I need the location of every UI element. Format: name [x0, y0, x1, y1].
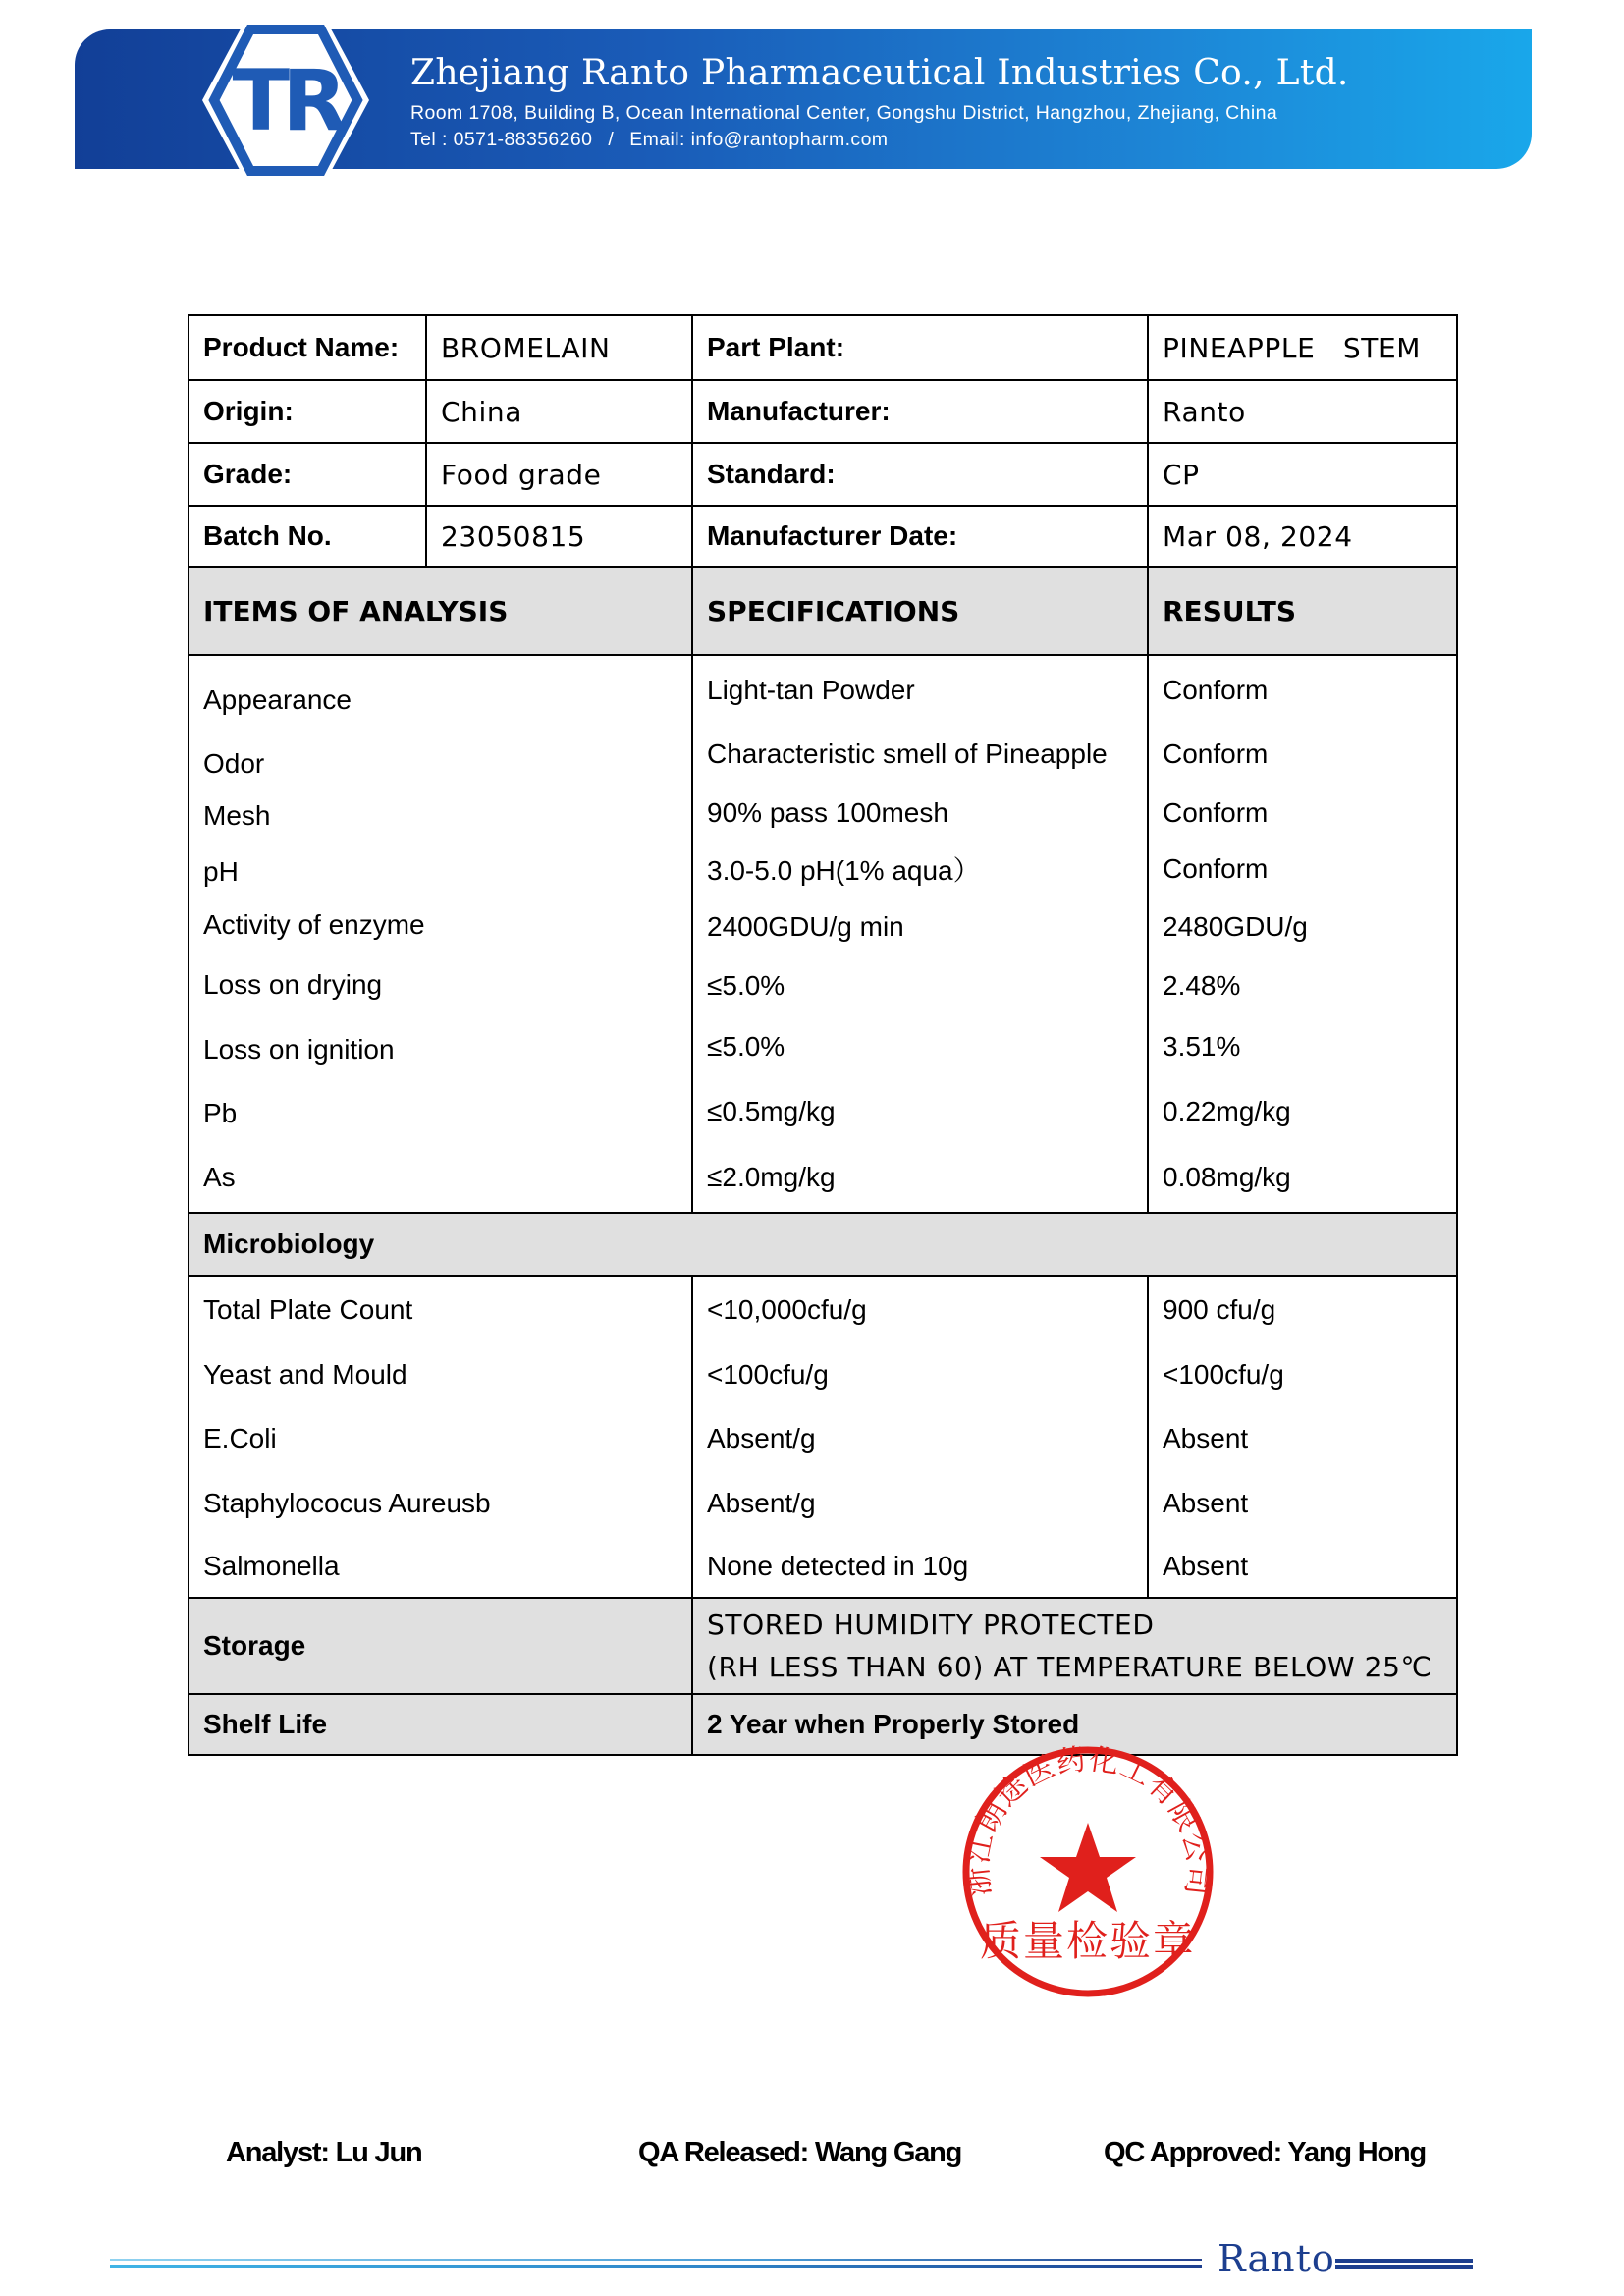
stamp-center-text: 质量检验章 [979, 1917, 1196, 1965]
analysis-result: 0.22mg/kg [1163, 1096, 1291, 1126]
analysis-spec: ≤0.5mg/kg [707, 1096, 836, 1126]
manufacturer-date-value: Mar 08, 2024 [1148, 506, 1457, 567]
part-plant-value: PINEAPPLE STEM [1148, 315, 1457, 380]
analysis-result: Conform [1163, 853, 1269, 884]
analysis-result: Conform [1163, 738, 1269, 769]
micro-item: Total Plate Count [203, 1294, 413, 1325]
grade-label: Grade: [189, 443, 426, 506]
info-row [189, 443, 1457, 506]
shelf-life-row [189, 1694, 1457, 1755]
analysis-result: Conform [1163, 675, 1269, 705]
analysis-result: 2.48% [1163, 970, 1241, 1001]
qa-released-signature: QA Released: Wang Gang [638, 2137, 962, 2168]
company-logo [196, 14, 375, 187]
analysis-items-cell [189, 655, 692, 1213]
info-row [189, 506, 1457, 567]
footer-brand: Ranto [1218, 2237, 1335, 2280]
analysis-spec: 3.0-5.0 pH(1% aqua） [707, 855, 981, 886]
analysis-result: 3.51% [1163, 1031, 1241, 1062]
micro-item: Staphylococus Aureusb [203, 1488, 491, 1518]
qc-approved-signature: QC Approved: Yang Hong [1104, 2137, 1427, 2168]
manufacturer-date-label: Manufacturer Date: [692, 506, 1148, 567]
product-name-value: BROMELAIN [426, 315, 692, 380]
footer-rule-right [1335, 2259, 1473, 2269]
footer-rule-left [110, 2263, 1202, 2269]
analysis-header-row [189, 567, 1457, 655]
storage-value [692, 1598, 1457, 1694]
analysis-spec: ≤5.0% [707, 970, 785, 1001]
items-column-header: ITEMS OF ANALYSIS [189, 567, 692, 655]
storage-row [189, 1598, 1457, 1694]
analysis-spec: Characteristic smell of Pineapple [707, 738, 1108, 769]
analysis-results-cell [1148, 655, 1457, 1213]
analysis-item: Pb [203, 1098, 238, 1128]
company-contact [410, 129, 888, 151]
micro-item: E.Coli [203, 1423, 277, 1453]
microbiology-section-row [189, 1213, 1457, 1276]
batch-no-value: 23050815 [426, 506, 692, 567]
company-address: Room 1708, Building B, Ocean International Center, Gongshu District, Hangzhou, Zhejiang, China [410, 102, 1278, 124]
contact-separator: / [608, 129, 615, 150]
analysis-result: Conform [1163, 797, 1269, 828]
company-email: Email: info@rantopharm.com [629, 129, 889, 150]
storage-line-1: STORED HUMIDITY PROTECTED [707, 1609, 1155, 1641]
part-plant-label: Part Plant: [692, 315, 1148, 380]
analysis-item: pH [203, 856, 239, 887]
microbiology-title: Microbiology [189, 1213, 1457, 1276]
info-row [189, 315, 1457, 380]
company-name: Zhejiang Ranto Pharmaceutical Industries Co., Ltd. [410, 53, 1349, 93]
specifications-column-header: SPECIFICATIONS [692, 567, 1148, 655]
analysis-spec: ≤5.0% [707, 1031, 785, 1062]
storage-line-2: (RH LESS THAN 60) AT TEMPERATURE BELOW 25℃ [707, 1651, 1433, 1683]
analysis-item: Loss on drying [203, 969, 383, 1000]
grade-value: Food grade [426, 443, 692, 506]
manufacturer-value: Ranto [1148, 380, 1457, 443]
micro-item: Salmonella [203, 1551, 340, 1581]
micro-result: Absent [1163, 1423, 1249, 1453]
micro-item: Yeast and Mould [203, 1359, 407, 1390]
storage-label: Storage [189, 1598, 692, 1694]
analysis-item: Odor [203, 748, 265, 779]
star-icon [1040, 1823, 1136, 1912]
micro-items-cell [189, 1276, 692, 1598]
analysis-item: As [203, 1162, 236, 1192]
logo-letters: TR [232, 52, 340, 150]
shelf-life-value: 2 Year when Properly Stored [692, 1694, 1457, 1755]
micro-spec: <10,000cfu/g [707, 1294, 867, 1325]
company-tel: Tel : 0571-88356260 [410, 129, 593, 150]
certificate-table [188, 314, 1458, 1756]
analysis-item: Mesh [203, 800, 271, 831]
microbiology-body [189, 1276, 1457, 1598]
analysis-specs-cell [692, 655, 1148, 1213]
analysis-body [189, 655, 1457, 1213]
analysis-spec: 2400GDU/g min [707, 911, 904, 942]
micro-result: Absent [1163, 1488, 1249, 1518]
analysis-item: Appearance [203, 684, 352, 715]
micro-spec: Absent/g [707, 1488, 816, 1518]
analysis-spec: 90% pass 100mesh [707, 797, 948, 828]
standard-label: Standard: [692, 443, 1148, 506]
stamp-ring-text: 浙江朗途医药化工有限公司 [960, 1742, 1216, 1898]
standard-value: CP [1148, 443, 1457, 506]
micro-spec: Absent/g [707, 1423, 816, 1453]
origin-value: China [426, 380, 692, 443]
analysis-spec: Light-tan Powder [707, 675, 915, 705]
origin-label: Origin: [189, 380, 426, 443]
analysis-spec: ≤2.0mg/kg [707, 1162, 836, 1192]
micro-result: Absent [1163, 1551, 1249, 1581]
micro-results-cell [1148, 1276, 1457, 1598]
micro-result: 900 cfu/g [1163, 1294, 1276, 1325]
results-column-header: RESULTS [1148, 567, 1457, 655]
analysis-item: Activity of enzyme [203, 909, 425, 940]
micro-spec: <100cfu/g [707, 1359, 829, 1390]
analyst-signature: Analyst: Lu Jun [226, 2137, 422, 2168]
info-row [189, 380, 1457, 443]
micro-result: <100cfu/g [1163, 1359, 1284, 1390]
micro-spec: None detected in 10g [707, 1551, 969, 1581]
analysis-result: 0.08mg/kg [1163, 1162, 1291, 1192]
analysis-result: 2480GDU/g [1163, 911, 1308, 942]
quality-inspection-stamp [958, 1742, 1218, 2001]
manufacturer-label: Manufacturer: [692, 380, 1148, 443]
analysis-item: Loss on ignition [203, 1034, 395, 1065]
micro-specs-cell [692, 1276, 1148, 1598]
product-name-label: Product Name: [189, 315, 426, 380]
shelf-life-label: Shelf Life [189, 1694, 692, 1755]
batch-no-label: Batch No. [189, 506, 426, 567]
